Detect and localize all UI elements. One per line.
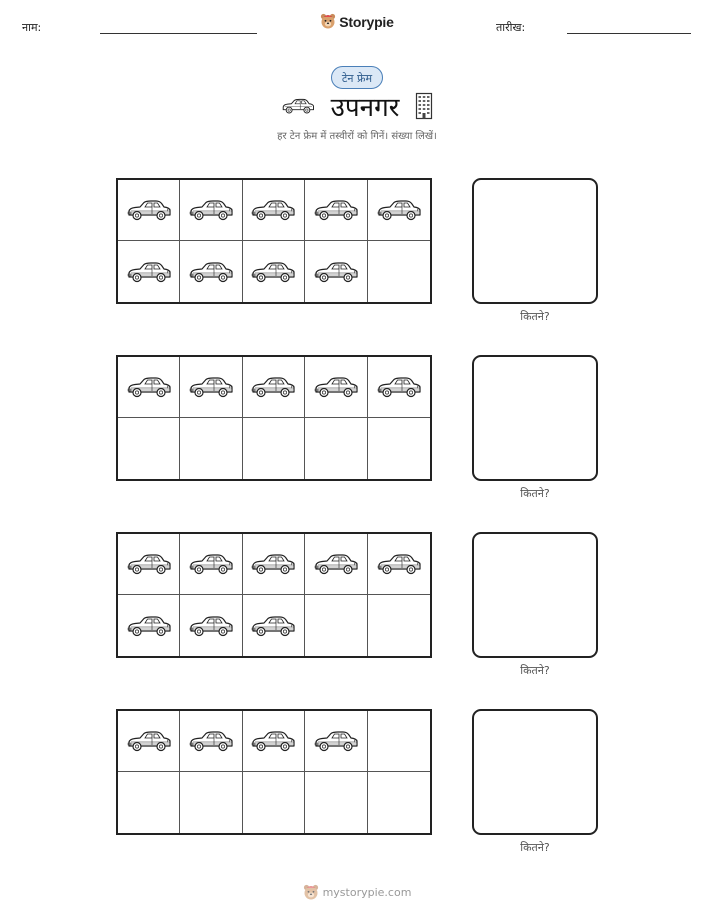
ten-frame [116, 532, 432, 658]
answer-box[interactable] [472, 178, 598, 304]
ten-frame-cell [180, 534, 242, 595]
ten-frame [116, 178, 432, 304]
car-icon [188, 614, 234, 638]
ten-frame-cell [118, 357, 180, 418]
ten-frame-cell [243, 418, 305, 479]
car-icon [126, 198, 172, 222]
car-icon [188, 198, 234, 222]
answer-box[interactable] [472, 355, 598, 481]
ten-frame-cell [305, 711, 367, 772]
car-icon [313, 260, 359, 284]
car-icon [188, 729, 234, 753]
ten-frame-cell [305, 418, 367, 479]
ten-frame-cell [118, 241, 180, 302]
car-icon [250, 614, 296, 638]
ten-frame-cell [118, 180, 180, 241]
car-icon [250, 198, 296, 222]
answer-label: कितने? [520, 664, 550, 677]
car-icon [313, 198, 359, 222]
ten-frame-cell [305, 772, 367, 833]
page-title [0, 88, 714, 124]
brand-name: Storypie [339, 13, 394, 30]
ten-frame-cell [243, 241, 305, 302]
ten-frame-cell [368, 241, 430, 302]
footer [0, 884, 714, 905]
ten-frame-cell [368, 418, 430, 479]
bear-mascot-icon [303, 884, 319, 901]
ten-frame-cell [243, 534, 305, 595]
ten-frame [116, 355, 432, 481]
ten-frame-cell [305, 241, 367, 302]
ten-frame-cell [118, 595, 180, 656]
ten-frame-cell [243, 180, 305, 241]
ten-frame-cell [305, 357, 367, 418]
car-icon [376, 552, 422, 576]
car-icon [376, 198, 422, 222]
car-icon [250, 260, 296, 284]
ten-frame-cell [368, 595, 430, 656]
page-title-text: उपनगर [330, 93, 400, 123]
car-icon [376, 375, 422, 399]
ten-frame-cell [368, 711, 430, 772]
date-label: तारीख: [496, 21, 526, 34]
answer-label: कितने? [520, 310, 550, 323]
car-icon [126, 375, 172, 399]
ten-frame-cell [243, 711, 305, 772]
car-icon [188, 260, 234, 284]
answer-label: कितने? [520, 841, 550, 854]
ten-frame-cell [118, 534, 180, 595]
worksheet-type-tag: टेन फ्रेम [331, 66, 383, 89]
car-icon [126, 552, 172, 576]
ten-frame-cell [118, 772, 180, 833]
ten-frame-cell [180, 357, 242, 418]
answer-label: कितने? [520, 487, 550, 500]
name-label: नाम: [22, 21, 42, 34]
ten-frame-cell [305, 595, 367, 656]
ten-frame-cell [368, 534, 430, 595]
ten-frame-cell [368, 772, 430, 833]
bear-mascot-icon [320, 13, 336, 30]
car-icon [313, 552, 359, 576]
date-line[interactable] [567, 33, 691, 34]
car-icon [313, 729, 359, 753]
car-icon [126, 614, 172, 638]
car-icon [126, 729, 172, 753]
car-icon [250, 729, 296, 753]
ten-frame-cell [368, 357, 430, 418]
answer-box[interactable] [472, 709, 598, 835]
car-icon [126, 260, 172, 284]
car-icon [281, 96, 315, 116]
ten-frame-cell [305, 534, 367, 595]
ten-frame-cell [243, 595, 305, 656]
answer-box[interactable] [472, 532, 598, 658]
brand [0, 13, 714, 34]
instructions: हर टेन फ्रेम में तस्वीरों को गिनें। संख्या लिखें। [277, 131, 437, 142]
ten-frame-cell [180, 772, 242, 833]
ten-frame-cell [305, 180, 367, 241]
ten-frame-cell [180, 711, 242, 772]
ten-frame-cell [180, 241, 242, 302]
car-icon [188, 375, 234, 399]
ten-frame-cell [180, 595, 242, 656]
ten-frame-cell [243, 357, 305, 418]
ten-frame-cell [368, 180, 430, 241]
car-icon [188, 552, 234, 576]
ten-frame-cell [118, 418, 180, 479]
ten-frame-cell [243, 772, 305, 833]
car-icon [250, 375, 296, 399]
car-icon [250, 552, 296, 576]
ten-frame [116, 709, 432, 835]
ten-frame-cell [118, 711, 180, 772]
car-icon [313, 375, 359, 399]
ten-frame-cell [180, 180, 242, 241]
footer-url[interactable]: mystorypie.com [322, 886, 412, 899]
apartment-building-icon [415, 92, 433, 120]
ten-frame-cell [180, 418, 242, 479]
